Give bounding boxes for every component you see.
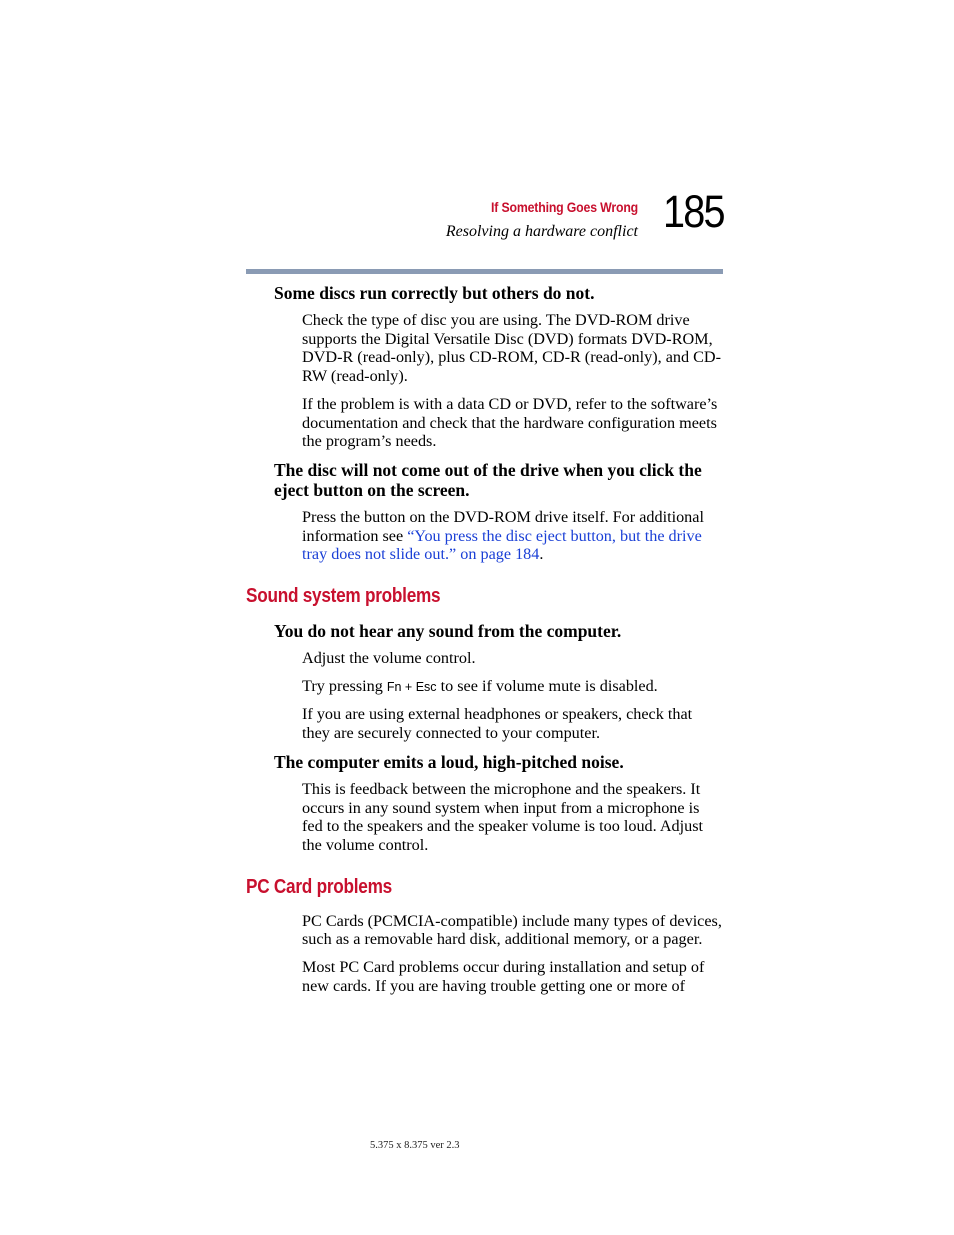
running-header-section: Resolving a hardware conflict (445, 223, 638, 240)
text-run: to see if volume mute is disabled. (436, 676, 658, 695)
key-fn: Fn (386, 679, 402, 694)
section-heading-pc-card: PC Card problems (246, 875, 392, 898)
key-plus: + (401, 679, 416, 694)
cross-reference-link[interactable]: “You press the disc eject button, but the drive tray does not slide out.” on page 184 (302, 526, 702, 564)
paragraph (302, 508, 722, 564)
key-esc: Esc (415, 679, 437, 694)
paragraph (302, 677, 722, 697)
header-rule (246, 269, 723, 274)
paragraph: Adjust the volume control. (302, 649, 476, 668)
problem-heading: You do not hear any sound from the computer. (274, 621, 622, 642)
paragraph: Most PC Card problems occur during installation and setup of new cards. If you are having trouble getting one or more of (302, 958, 705, 995)
running-header-chapter: If Something Goes Wrong (491, 199, 638, 215)
footer-version: 5.375 x 8.375 ver 2.3 (370, 1140, 460, 1151)
page-number: 185 (663, 186, 724, 237)
paragraph: If you are using external headphones or speakers, check that they are securely connected to your computer. (302, 705, 693, 743)
text-run: . (539, 545, 544, 564)
text-run: Try pressing (302, 676, 387, 695)
paragraph: This is feedback between the microphone and the speakers. It occurs in any sound system when input from a microphone is fed to the speakers and the speaker volume is too loud. Adjust the volume control. (302, 779, 704, 854)
paragraph: PC Cards (PCMCIA-compatible) include many types of devices, such as a removable hard disk, additional memory, or a pager. (302, 911, 722, 949)
paragraph: If the problem is with a data CD or DVD, refer to the software’s documentation and check that the hardware configuration meets the program’s needs. (302, 394, 718, 451)
problem-heading: Some discs run correctly but others do not. (274, 283, 595, 303)
page-content (246, 283, 722, 995)
problem-heading: The disc will not come out of the drive when you click the eject button on the screen. (274, 459, 702, 500)
paragraph: Check the type of disc you are using. The DVD-ROM drive supports the Digital Versatile Disc (DVD) formats DVD-ROM, DVD-R (read-only), plus CD-ROM, CD-R (read-only), and CD-RW (read-only). (302, 311, 722, 386)
section-heading-sound: Sound system problems (246, 585, 441, 608)
text-run: Press the button on the DVD-ROM drive itself. For additional information see (302, 507, 704, 545)
problem-heading: The computer emits a loud, high-pitched noise. (274, 751, 624, 772)
